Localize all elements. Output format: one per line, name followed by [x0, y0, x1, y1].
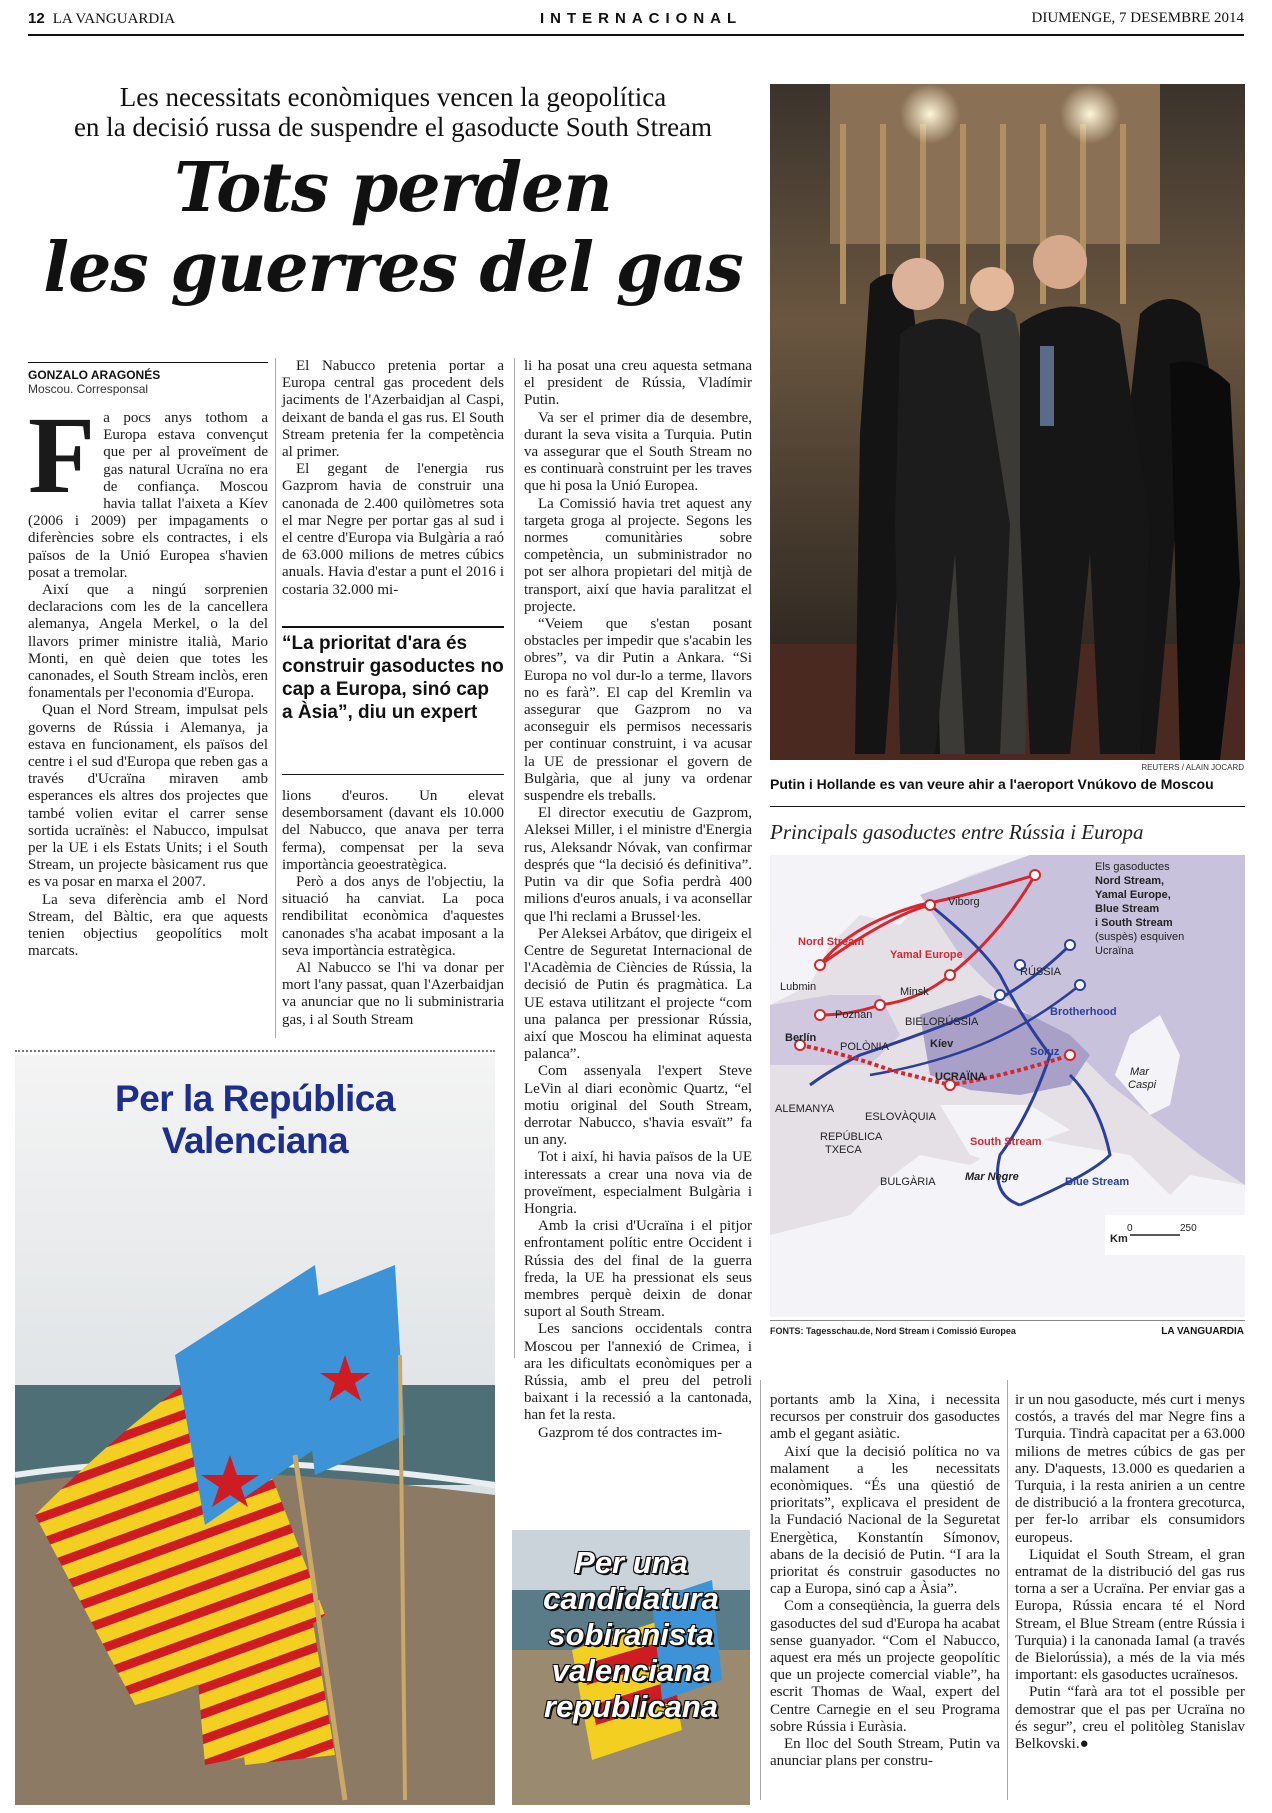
label-berlin: Berlín [785, 1032, 817, 1044]
pipeline-map [770, 855, 1245, 1317]
label-blue-stream: Blue Stream [1065, 1176, 1130, 1188]
pullquote-rule-bottom [282, 774, 504, 775]
paragraph: El Nabucco pretenia portar a Europa central gas procedent dels jaciments de l'Azerbaidjan al Caspi, deixant de banda el gas rus. El South Stream pretenia fer la competència al primer. [282, 358, 504, 461]
paragraph: “Veiem que s'estan posant obstacles per impedir que s'acabin les obres”, va dir Putin a Ankara. “Si Europa no vol dur-lo a terme, llavors no es farà”. El cap del Kremlin va assegurar que Gazprom no va aconseguir els permisos necessaris per continuar construint, i va acusar la UE de pressionar el govern de Bulgària, que al juny va ordenar suspendre els treballs. [524, 616, 752, 805]
paragraph: Gazprom té dos contractes im- [538, 1424, 723, 1441]
legend-blue-stream: Blue Stream [1095, 903, 1160, 915]
paragraph: li ha posat una creu aquesta setmana el president de Rússia, Vladímir Putin. [524, 358, 752, 409]
label-poznan: Poznan [835, 1009, 873, 1021]
paragraph: Les sancions occidentals contra Moscou per l'annexió de Crimea, i ara les dificultats econòmiques per a Rússia, amb el preu del petroli baixant i la recessió a la cantonada, han fet la resta. [524, 1321, 752, 1424]
column-divider [275, 358, 276, 1038]
paragraph: El director executiu de Gazprom, Aleksei Miller, i el ministre d'Energia rus, Aleksandr Nóvak, van confirmar després que “la decisió és definitiva”. Putin va dir que Sofia perdrà 400 milions d'euros anuals, i va aconsellar que l'hi reclami a Brussel·les. [524, 805, 752, 925]
article-column-1 [28, 394, 268, 1030]
label-ucraina: UCRAÏNA [935, 1071, 986, 1083]
paragraph: Putin “farà ara tot el possible per demostrar que el pas per Ucraïna no és segur”, creu el politòleg Stanislav Belkovski.● [1015, 1684, 1245, 1753]
label-brotherhood: Brotherhood [1050, 1006, 1117, 1018]
legend-line-2: (suspès) esquiven [1095, 931, 1185, 943]
paragraph: Va ser el primer dia de desembre, durant la seva visita a Turquia. Putin va assegurar que el South Stream no es continuarà construint per les traves que hi posa la Unió Europea. [524, 409, 752, 495]
photo-caption: Putin i Hollande es van veure ahir a l'aeroport Vnúkovo de Moscou [770, 776, 1214, 792]
paragraph: Així que a ningú sorprenien declaracions com les de la cancellera alemanya, Angela Merkel, o la del llavors primer ministre italià, Mario Monti, en què deien que totes les canonades, el South Stream inclòs, eren fonamentals per l'economia d'Europa. [28, 582, 268, 702]
label-polonia: POLÒNIA [840, 1041, 889, 1053]
paragraph: a pocs anys tothom a Europa estava convençut que per al proveïment de gas natural Ucraïna no era de confiança. Moscou havia tallat l'aixeta a Kíev (2006 i 2009) per impagaments o diferències sobre els contractes, i els països de la Unió Europea s'havien posat a tremolar. [28, 410, 268, 581]
paragraph: Per Aleksei Arbátov, que dirigeix el Centre de Seguretat Internacional de l'Acadèmia de Ciències de Rússia, la decisió de Putin és pragmàtica. La UE estava utilitzant el projecte “com una palanca per pressionar Rússia, així que Moscou ha eliminat aquesta palanca”. [524, 925, 752, 1063]
byline-location: Moscou. Corresponsal [28, 382, 149, 396]
legend-line-1: Els gasoductes [1095, 861, 1170, 873]
paragraph: Així que la decisió política no va malament a les necessitats econòmiques. “És una qüestió de prioritats”, explicava el president de la Fundació Nacional de la Seguretat Energètica, Konstantín Símonov, abans de la decisió de Putin. “I ara la prioritat és construir gasoductes no cap a Europa, sinó cap a Àsia”. [770, 1443, 1000, 1598]
map-title: Principals gasoductes entre Rússia i Europa [770, 820, 1144, 844]
flags-image [15, 1055, 495, 1805]
label-mar-caspi-2: Caspi [1128, 1079, 1157, 1091]
issue-date: DIUMENGE, 7 DESEMBRE 2014 [1031, 10, 1244, 26]
header-rule [28, 34, 1244, 36]
scale-250: 250 [1180, 1223, 1197, 1234]
paragraph: ir un nou gasoducte, més curt i menys costós, a través del mar Negre fins a Turquia. Tindrà capacitat per a 63.000 milions de metres cúbics de gas per any. D'aquests, 13.000 es quedarien a Turquia, i la resta anirien a un centre de distribució a la frontera grecoturca, per fer-lo arribar els consumidors europeus. [1015, 1392, 1245, 1546]
legend-south-stream: i South Stream [1095, 917, 1173, 929]
article-column-2 [282, 358, 504, 620]
map-rule [770, 1320, 1245, 1321]
legend-yamal: Yamal Europe, [1095, 889, 1171, 901]
paragraph: La Comissió havia tret aquest any targeta groga al projecte. Segons les normes comunitàries sobre competència, un subministrador no pot ser alhora propietari del mitjà de transport, així que havia paralitzat el projecte. [524, 495, 752, 615]
paragraph: El gegant de l'energia rus Gazprom havia de construir una canonada de 2.400 quilòmetres sota el mar Negre per portar gas al sud i el centre d'Europa via Bulgària a raó de 63.000 milions de metres cúbics anuals. Havia d'estar a punt el 2016 i costaria 32.000 mi- [282, 461, 504, 598]
scale-unit: Km [1110, 1233, 1128, 1245]
article-column-2-continued [282, 788, 504, 1028]
headline-line-2: les guerres del gas [43, 228, 743, 308]
scale-zero: 0 [1127, 1223, 1133, 1234]
paragraph: Amb la crisi d'Ucraïna i el pitjor enfrontament polític entre Occident i Rússia des del final de la guerra freda, la UE ha pressionat els seus membres perquè deixin de donar suport al South Stream. [524, 1218, 752, 1321]
label-south-stream: South Stream [970, 1136, 1042, 1148]
advert-headline: Per la República Valenciana [115, 1078, 395, 1161]
byline [28, 368, 268, 396]
ad-border [15, 1050, 495, 1052]
article-subhead [28, 82, 758, 142]
map-graphic [770, 855, 1245, 1317]
photo-credit: REUTERS / ALAIN JOCARD [1141, 763, 1244, 772]
article-column-4 [770, 1392, 1000, 1802]
map-source: FONTS: Tagesschau.de, Nord Stream i Comissió Europea [770, 1326, 1016, 1336]
label-bielorussia: BIELORÚSSIA [905, 1016, 979, 1028]
label-bulgaria: BULGÀRIA [880, 1176, 936, 1188]
label-kiev: Kíev [930, 1038, 954, 1050]
news-photo [770, 84, 1245, 760]
label-russia: RÚSSIA [1020, 966, 1061, 978]
label-lubmin: Lubmin [780, 981, 817, 993]
caption-rule [770, 806, 1245, 807]
drop-cap: F [28, 394, 96, 516]
map-brand: LA VANGUARDIA [1161, 1326, 1244, 1337]
paragraph: Tot i així, hi havia països de la UE interessats a crear una nova via de proveïment, especialment Bulgària i Hongria. [524, 1149, 752, 1217]
legend-line-3: Ucraïna [1095, 945, 1134, 957]
column-divider [760, 1380, 761, 1800]
label-mar-caspi-1: Mar [1130, 1066, 1149, 1078]
page-number-and-paper [28, 10, 175, 34]
paragraph: Com a conseqüència, la guerra dels gasoductes del sud d'Europa ha acabat sense guanyador. “Com el Nabucco, aquest era més un projecte geopolític que un projecte comercial viable”, ha escrit Thomas de Waal, expert del Centre Carnegie en el seu Programa sobre Rússia i Euràsia. [770, 1598, 1000, 1735]
paragraph: La seva diferència amb el Nord Stream, del Bàltic, era que aquests tenien objectius geopolítics molt marcats. [28, 891, 268, 960]
label-soiuz: Soiuz [1030, 1046, 1060, 1058]
label-yamal-europe: Yamal Europe [890, 949, 963, 961]
label-republica: REPÚBLICA [820, 1131, 883, 1143]
column-divider [1007, 1380, 1008, 1800]
column-divider [514, 358, 515, 1358]
paragraph: Però a dos anys de l'objectiu, la situació ha canviat. La poca rendibilitat econòmica d'aquestes canonades s'ha acabat imposant a la seva importància estratègica. [282, 874, 504, 959]
byline-name: GONZALO ARAGONÉS [28, 368, 161, 382]
pull-quote: “La prioritat d'ara és construir gasoductes no cap a Europa, sinó cap a Àsia”, diu un expert [282, 633, 504, 723]
label-eslovaquia: ESLOVÀQUIA [865, 1111, 936, 1123]
paragraph: Quan el Nord Stream, impulsat pels governs de Rússia i Alemanya, ja estava en funcionament, els països del centre i el sud d'Europa que reben gas a través d'Ucraïna miraven amb esperances els altres dos projectes que també volien evitar el carrer sense sortida ucraïnès: el Nabucco, impulsat per la UE i els Estats Units; i el South Stream, un projecte bàsicament rus que es va posar en marxa el 2007. [28, 702, 268, 891]
label-viborg: Viborg [948, 896, 980, 908]
label-txeca: TXECA [825, 1144, 862, 1156]
paragraph: lions d'euros. Un elevat desemborsament (davant els 10.000 del Nabucco, que anava per terra ferma), compensat per la seva importància geoestratègica. [282, 788, 504, 873]
label-nord-stream: Nord Stream [798, 936, 865, 948]
flag-advert [15, 1055, 495, 1805]
paper-name: LA VANGUARDIA [52, 11, 176, 27]
paragraph: portants amb la Xina, i necessita recursos per construir dos gasoductes amb el gegant asiàtic. [770, 1392, 1000, 1443]
paragraph: Liquidat el South Stream, el gran entramat de la distribució del gas rus torna a ser a Ucraïna. Per enviar gas a Europa, Rússia encara té el Nord Stream, el Blue Stream (entre Rússia i Turquia) i la canonada Iamal (a través de Bielorússia), a més de la via més important: els gasoductes ucraïnesos. [1015, 1546, 1245, 1684]
label-mar-negre: Mar Negre [965, 1171, 1019, 1183]
page-number: 12 [28, 10, 45, 27]
label-alemanya: ALEMANYA [775, 1103, 835, 1115]
headline-line-1: Tots perden [174, 148, 612, 228]
article-headline [28, 148, 758, 308]
subhead-line-1: Les necessitats econòmiques vencen la geopolítica [119, 82, 667, 112]
label-minsk: Minsk [900, 986, 929, 998]
article-column-5 [1015, 1392, 1245, 1802]
paragraph: Com assenyala l'expert Steve LeVin al diari econòmic Quartz, “el motiu original del South Stream, derrotar Nabucco, s'havia esvaït” fa un any. [524, 1063, 752, 1149]
small-advert-text: Per una candidatura sobiranista valenciana republicana [543, 1545, 719, 1724]
paragraph: Al Nabucco se l'hi va donar per mort l'any passat, quan l'Azerbaidjan va anunciar que no li subministraria gas, i al South Stream [282, 960, 504, 1028]
legend-nord-stream: Nord Stream, [1095, 875, 1165, 887]
paragraph: En lloc del South Stream, Putin va anunciar plans per constru- [770, 1736, 1000, 1770]
subhead-line-2: en la decisió russa de suspendre el gasoducte South Stream [73, 112, 713, 142]
byline-rule [28, 362, 268, 363]
article-column-3 [524, 358, 752, 1441]
section-name: INTERNACIONAL [540, 10, 743, 27]
photo-illustration [770, 84, 1245, 760]
pullquote-rule-top [282, 626, 504, 628]
